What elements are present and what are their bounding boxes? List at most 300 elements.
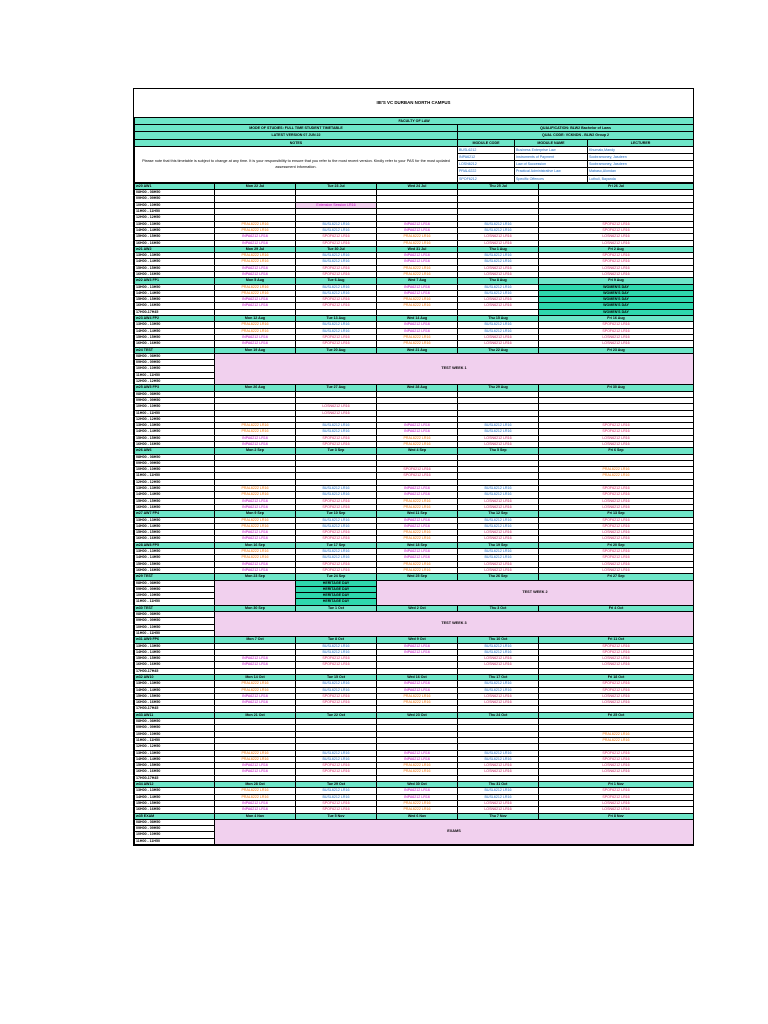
module-code: INPA6212 bbox=[458, 154, 515, 161]
module-code: PRAL6222 bbox=[458, 168, 515, 175]
class-cell: PRAL6222 LR16 bbox=[215, 756, 296, 762]
class-cell: SPOF6212 LR16 bbox=[539, 555, 694, 561]
time-slot: 13H00 - 13H50 bbox=[135, 322, 215, 328]
class-cell: INPA6212 LR16 bbox=[215, 763, 296, 769]
module-row bbox=[135, 146, 694, 153]
class-cell: BUSL6212 LR16 bbox=[458, 221, 539, 227]
class-cell: LOSN6212 LR16 bbox=[539, 498, 694, 504]
day-header: Wed 23 Oct bbox=[377, 712, 458, 718]
class-cell: LOSN6212 LR16 bbox=[458, 240, 539, 246]
class-cell: BUSL6212 LR16 bbox=[296, 750, 377, 756]
time-slot: 15H00 - 15H50 bbox=[135, 265, 215, 271]
day-header: Thu 26 Sep bbox=[458, 574, 539, 580]
class-cell: BUSL6212 LR16 bbox=[296, 649, 377, 655]
class-cell: LOSN6212 LR16 bbox=[458, 498, 539, 504]
class-cell: INPA6212 LR16 bbox=[215, 303, 296, 309]
time-slot: 14H00 - 14H50 bbox=[135, 429, 215, 435]
day-header: Thu 1 Aug bbox=[458, 246, 539, 252]
class-cell: SPOF6212 LR16 bbox=[296, 265, 377, 271]
class-cell: PRAL6222 LR16 bbox=[215, 788, 296, 794]
time-slot: 10H00 - 10H50 bbox=[135, 624, 215, 630]
time-row bbox=[135, 353, 694, 359]
time-slot: 15H00 - 15H50 bbox=[135, 234, 215, 240]
class-cell: INPA6212 LR16 bbox=[377, 284, 458, 290]
class-cell: SPOF6212 LR16 bbox=[296, 297, 377, 303]
class-cell: SPOF6212 LR16 bbox=[539, 429, 694, 435]
day-header: Tue 29 Oct bbox=[296, 782, 377, 788]
module-name: Specific Offences bbox=[515, 175, 588, 182]
class-cell: SPOF6212 LR16 bbox=[539, 486, 694, 492]
time-slot: 15H00 - 15H50 bbox=[135, 498, 215, 504]
day-header: Mon 5 Aug bbox=[215, 278, 296, 284]
class-cell: PRAL6222 LR16 bbox=[215, 486, 296, 492]
class-cell: SPOF6212 LR16 bbox=[539, 643, 694, 649]
time-slot: 08H00 - 08H50 bbox=[135, 391, 215, 397]
class-cell: PRAL6222 LR16 bbox=[215, 492, 296, 498]
week-label: w22 AW3 FP1 bbox=[135, 278, 215, 284]
class-cell: WOMEN'S DAY bbox=[539, 303, 694, 309]
class-cell: PRAL6222 LR16 bbox=[377, 435, 458, 441]
week-label: w29 TEST bbox=[135, 574, 215, 580]
day-header: Tue 3 Sep bbox=[296, 448, 377, 454]
class-cell: PRAL6222 LR16 bbox=[377, 807, 458, 813]
class-cell: BUSL6212 LR16 bbox=[458, 423, 539, 429]
day-header: Tue 15 Oct bbox=[296, 674, 377, 680]
class-cell: INPA6212 LR16 bbox=[215, 769, 296, 775]
time-row bbox=[135, 612, 694, 618]
day-header: Tue 13 Aug bbox=[296, 316, 377, 322]
class-cell: SPOF6212 LR16 bbox=[539, 750, 694, 756]
class-cell: SPOF6212 LR16 bbox=[296, 442, 377, 448]
day-header: Fri 26 Jul bbox=[539, 183, 694, 189]
class-cell: LOSN6212 LR16 bbox=[458, 656, 539, 662]
time-slot: 16H00 - 16H50 bbox=[135, 303, 215, 309]
time-slot: 11H00 - 11H50 bbox=[135, 473, 215, 479]
class-cell: PRAL6222 LR16 bbox=[215, 794, 296, 800]
class-cell: BUSL6212 LR16 bbox=[458, 643, 539, 649]
class-cell: SPOF6212 LR16 bbox=[296, 536, 377, 542]
class-cell: PRAL6222 LR16 bbox=[377, 567, 458, 573]
time-slot: 16H00 - 16H50 bbox=[135, 769, 215, 775]
class-cell: PRAL6222 LR16 bbox=[377, 303, 458, 309]
module-name: Business Enterprise Law bbox=[515, 146, 588, 153]
class-cell: LOSN6212 LR16 bbox=[458, 504, 539, 510]
class-cell: LOSN6212 LR16 bbox=[539, 769, 694, 775]
class-cell: LOSN6212 LR16 bbox=[458, 536, 539, 542]
class-cell: SPOF6212 LR16 bbox=[377, 467, 458, 473]
class-cell: LOSN6212 LR16 bbox=[458, 341, 539, 347]
timetable-sheet bbox=[133, 88, 694, 846]
day-header: Fri 20 Sep bbox=[539, 542, 694, 548]
day-header: Tue 6 Aug bbox=[296, 278, 377, 284]
time-slot: 14H00 - 14H50 bbox=[135, 259, 215, 265]
module-lecturer: Luthuli, Bayanda bbox=[588, 175, 694, 182]
class-cell: BUSL6212 LR16 bbox=[296, 549, 377, 555]
class-cell: LOSN6212 LR16 bbox=[539, 656, 694, 662]
class-cell: PRAL6222 LR16 bbox=[215, 681, 296, 687]
day-header: Mon 12 Aug bbox=[215, 316, 296, 322]
time-slot: 08H00 - 08H50 bbox=[135, 719, 215, 725]
day-header: Fri 8 Nov bbox=[539, 813, 694, 819]
time-slot: 10H00 - 10H50 bbox=[135, 202, 215, 208]
week-label: w21 AW2 bbox=[135, 246, 215, 252]
class-cell: BUSL6212 LR16 bbox=[458, 429, 539, 435]
class-cell: PRAL6222 LR16 bbox=[215, 517, 296, 523]
time-slot: 16H00 - 16H50 bbox=[135, 807, 215, 813]
class-cell: PRAL6222 LR16 bbox=[377, 561, 458, 567]
class-cell: BUSL6212 LR16 bbox=[296, 423, 377, 429]
class-cell: PRAL6222 LR16 bbox=[215, 221, 296, 227]
class-cell: BUSL6212 LR16 bbox=[296, 290, 377, 296]
class-cell: LOSN6212 LR16 bbox=[458, 700, 539, 706]
class-cell: BUSL6212 LR16 bbox=[296, 555, 377, 561]
class-cell: LOSN6212 LR16 bbox=[458, 567, 539, 573]
time-slot: 09H00 - 09H50 bbox=[135, 618, 215, 624]
time-slot: 13H00 - 13H50 bbox=[135, 253, 215, 259]
time-slot: 13H00 - 13H50 bbox=[135, 486, 215, 492]
time-slot: 13H00 - 13H50 bbox=[135, 221, 215, 227]
class-cell: SPOF6212 LR16 bbox=[296, 435, 377, 441]
class-cell: INPA6212 LR16 bbox=[215, 234, 296, 240]
time-slot: 15H00 - 15H50 bbox=[135, 800, 215, 806]
class-cell: SPOF6212 LR16 bbox=[296, 530, 377, 536]
class-cell: INPA6212 LR16 bbox=[215, 442, 296, 448]
notes-text: Please note that this timetable is subject to change at any time. It is your responsibility to ensure that you refer to the most recent version. Kindly refer to your PAS for the most updated assessment information. bbox=[135, 146, 458, 182]
class-cell: BUSL6212 LR16 bbox=[458, 555, 539, 561]
time-slot: 08H00 - 08H50 bbox=[135, 819, 215, 825]
class-cell: BUSL6212 LR16 bbox=[458, 649, 539, 655]
day-header: Mon 7 Oct bbox=[215, 637, 296, 643]
latest-version: LATEST VERSION 07 JUN 22 bbox=[135, 132, 458, 139]
class-cell: BUSL6212 LR16 bbox=[458, 687, 539, 693]
time-slot: 16H00 - 16H50 bbox=[135, 504, 215, 510]
day-header: Wed 9 Oct bbox=[377, 637, 458, 643]
time-slot: 13H00 - 13H50 bbox=[135, 681, 215, 687]
time-slot: 16H00 - 16H50 bbox=[135, 341, 215, 347]
class-cell: SPOF6212 LR16 bbox=[539, 756, 694, 762]
class-cell: LOSN6212 LR16 bbox=[458, 800, 539, 806]
class-cell: PRAL6222 LR16 bbox=[377, 341, 458, 347]
class-cell: INPA6212 LR16 bbox=[377, 549, 458, 555]
day-header: Wed 2 Oct bbox=[377, 605, 458, 611]
time-slot: 08H00 - 08H50 bbox=[135, 612, 215, 618]
class-cell: PRAL6222 LR16 bbox=[377, 240, 458, 246]
class-cell: LOSN6212 LR16 bbox=[539, 807, 694, 813]
class-cell: LOSN6212 LR16 bbox=[539, 334, 694, 340]
class-cell: BUSL6212 LR16 bbox=[458, 486, 539, 492]
class-cell: SPOF6212 LR16 bbox=[296, 271, 377, 277]
time-slot: 14H00 - 14H50 bbox=[135, 328, 215, 334]
class-cell: INPA6212 LR16 bbox=[215, 271, 296, 277]
class-cell: WOMEN'S DAY bbox=[539, 297, 694, 303]
class-cell: BUSL6212 LR16 bbox=[296, 794, 377, 800]
day-header: Wed 25 Sep bbox=[377, 574, 458, 580]
class-cell: BUSL6212 LR16 bbox=[458, 227, 539, 233]
class-cell: BUSL6212 LR16 bbox=[296, 523, 377, 529]
class-cell: LOSN6212 LR16 bbox=[539, 536, 694, 542]
class-cell: PRAL6222 LR16 bbox=[377, 271, 458, 277]
time-slot: 12H00 - 12H50 bbox=[135, 416, 215, 422]
class-cell: INPA6212 LR16 bbox=[377, 643, 458, 649]
class-cell: PRAL6222 LR16 bbox=[215, 227, 296, 233]
day-header: Fri 25 Oct bbox=[539, 712, 694, 718]
day-header: Thu 15 Aug bbox=[458, 316, 539, 322]
day-header: Mon 19 Aug bbox=[215, 347, 296, 353]
day-header: Wed 4 Sep bbox=[377, 448, 458, 454]
class-cell: SPOF6212 LR16 bbox=[296, 763, 377, 769]
time-slot: 14H00 - 14H50 bbox=[135, 555, 215, 561]
class-cell: PRAL6222 LR16 bbox=[377, 265, 458, 271]
class-cell: SPOF6212 LR16 bbox=[539, 687, 694, 693]
class-cell: INPA6212 LR16 bbox=[377, 523, 458, 529]
time-slot: 17H00-17H45 bbox=[135, 668, 215, 674]
day-header: Fri 11 Oct bbox=[539, 637, 694, 643]
time-slot: 11H00 - 11H50 bbox=[135, 737, 215, 743]
time-slot: 09H00 - 09H50 bbox=[135, 725, 215, 731]
class-cell: INPA6212 LR16 bbox=[377, 794, 458, 800]
week-banner: EXAMS bbox=[215, 819, 694, 844]
day-header: Fri 23 Aug bbox=[539, 347, 694, 353]
class-cell: INPA6212 LR16 bbox=[215, 240, 296, 246]
module-name: Instruments of Payment bbox=[515, 154, 588, 161]
day-header: Tue 27 Aug bbox=[296, 385, 377, 391]
time-slot: 13H00 - 13H50 bbox=[135, 284, 215, 290]
week-label: w24 TEST bbox=[135, 347, 215, 353]
day-header: Tue 24 Sep bbox=[296, 574, 377, 580]
day-header: Thu 31 Oct bbox=[458, 782, 539, 788]
day-header: Wed 7 Aug bbox=[377, 278, 458, 284]
day-header: Mon 28 Oct bbox=[215, 782, 296, 788]
time-slot: 09H00 - 09H50 bbox=[135, 826, 215, 832]
class-cell: LOSN6212 LR16 bbox=[539, 234, 694, 240]
day-header: Tue 23 Jul bbox=[296, 183, 377, 189]
week-label: w28 AW8 FP5 bbox=[135, 542, 215, 548]
class-cell: SPOF6212 LR16 bbox=[296, 561, 377, 567]
class-cell: BUSL6212 LR16 bbox=[458, 328, 539, 334]
class-cell: WOMEN'S DAY bbox=[539, 309, 694, 315]
class-cell: LOSN6212 LR16 bbox=[458, 297, 539, 303]
class-cell: INPA6212 LR16 bbox=[215, 561, 296, 567]
day-header: Fri 27 Sep bbox=[539, 574, 694, 580]
time-slot: 14H00 - 14H50 bbox=[135, 649, 215, 655]
class-cell: SPOF6212 LR16 bbox=[539, 221, 694, 227]
day-header: Thu 22 Aug bbox=[458, 347, 539, 353]
class-cell: SPOF6212 LR16 bbox=[296, 567, 377, 573]
class-cell: SPOF6212 LR16 bbox=[296, 656, 377, 662]
class-cell: LOSN6212 LR16 bbox=[296, 410, 377, 416]
mode-of-studies: MODE OF STUDIES: FULL TIME STUDENT TIMETABLE bbox=[135, 125, 458, 132]
week-label: w23 AW4 FP2 bbox=[135, 316, 215, 322]
class-cell: PRAL6222 LR16 bbox=[377, 234, 458, 240]
time-slot: 08H00 - 08H50 bbox=[135, 190, 215, 196]
day-header: Fri 13 Sep bbox=[539, 511, 694, 517]
time-slot: 11H00 - 11H50 bbox=[135, 599, 215, 605]
class-cell: SPOF6212 LR16 bbox=[296, 341, 377, 347]
class-cell: SPOF6212 LR16 bbox=[539, 328, 694, 334]
class-cell: BUSL6212 LR16 bbox=[296, 429, 377, 435]
time-slot: 16H00 - 16H50 bbox=[135, 567, 215, 573]
day-header: Mon 2 Sep bbox=[215, 448, 296, 454]
day-header: Thu 3 Oct bbox=[458, 605, 539, 611]
class-cell: PRAL6222 LR16 bbox=[539, 731, 694, 737]
class-cell: SPOF6212 LR16 bbox=[539, 649, 694, 655]
day-header: Mon 16 Sep bbox=[215, 542, 296, 548]
week-banner: TEST WEEK 2 bbox=[377, 580, 694, 605]
class-cell: INPA6212 LR16 bbox=[377, 328, 458, 334]
class-cell: SPOF6212 LR16 bbox=[296, 498, 377, 504]
class-cell: INPA6212 LR16 bbox=[377, 423, 458, 429]
time-slot: 13H00 - 13H50 bbox=[135, 517, 215, 523]
time-slot: 16H00 - 16H50 bbox=[135, 442, 215, 448]
class-cell: WOMEN'S DAY bbox=[539, 284, 694, 290]
week-banner: TEST WEEK 1 bbox=[215, 353, 694, 384]
class-cell: PRAL6222 LR16 bbox=[539, 473, 694, 479]
module-lecturer: Khumalo,Mandy bbox=[588, 146, 694, 153]
class-cell: LOSN6212 LR16 bbox=[296, 404, 377, 410]
class-cell: INPA6212 LR16 bbox=[215, 536, 296, 542]
class-cell: INPA6212 LR16 bbox=[377, 322, 458, 328]
class-cell: LOSN6212 LR16 bbox=[458, 435, 539, 441]
class-cell: SPOF6212 LR16 bbox=[296, 693, 377, 699]
class-cell: INPA6212 LR16 bbox=[377, 221, 458, 227]
class-cell: SPOF6212 LR16 bbox=[539, 253, 694, 259]
module-name: Law of Succession bbox=[515, 161, 588, 168]
class-cell: INPA6212 LR16 bbox=[215, 656, 296, 662]
time-slot: 15H00 - 15H50 bbox=[135, 334, 215, 340]
class-cell: BUSL6212 LR16 bbox=[458, 756, 539, 762]
day-header: Tue 5 Nov bbox=[296, 813, 377, 819]
class-cell: BUSL6212 LR16 bbox=[458, 788, 539, 794]
day-header: Fri 4 Oct bbox=[539, 605, 694, 611]
class-cell: SPOF6212 LR16 bbox=[539, 423, 694, 429]
day-header: Wed 18 Sep bbox=[377, 542, 458, 548]
time-slot: 17H00-17H45 bbox=[135, 706, 215, 712]
class-cell: BUSL6212 LR16 bbox=[458, 290, 539, 296]
week-label: w27 AW7 FP4 bbox=[135, 511, 215, 517]
class-cell: LOSN6212 LR16 bbox=[539, 442, 694, 448]
class-cell: INPA6212 LR16 bbox=[377, 492, 458, 498]
day-header: Wed 24 Jul bbox=[377, 183, 458, 189]
day-header: Thu 25 Jul bbox=[458, 183, 539, 189]
class-cell: BUSL6212 LR16 bbox=[458, 549, 539, 555]
class-cell: LOSN6212 LR16 bbox=[458, 303, 539, 309]
class-cell: INPA6212 LR16 bbox=[215, 297, 296, 303]
time-slot: 16H00 - 16H50 bbox=[135, 271, 215, 277]
class-cell: LOSN6212 LR16 bbox=[539, 504, 694, 510]
class-cell: INPA6212 LR16 bbox=[215, 341, 296, 347]
module-lecturer: Mabaso,Alondan bbox=[588, 168, 694, 175]
day-header: Mon 29 Jul bbox=[215, 246, 296, 252]
time-row bbox=[135, 580, 694, 586]
day-header: Mon 30 Sep bbox=[215, 605, 296, 611]
class-cell: BUSL6212 LR16 bbox=[296, 227, 377, 233]
time-slot: 15H00 - 15H50 bbox=[135, 763, 215, 769]
class-cell: INPA6212 LR16 bbox=[377, 750, 458, 756]
time-slot: 14H00 - 14H50 bbox=[135, 290, 215, 296]
time-slot: 16H00 - 16H50 bbox=[135, 536, 215, 542]
class-cell: PRAL6222 LR16 bbox=[215, 328, 296, 334]
class-cell: SPOF6212 LR16 bbox=[539, 322, 694, 328]
class-cell: INPA6212 LR16 bbox=[215, 504, 296, 510]
class-cell: LOSN6212 LR16 bbox=[458, 662, 539, 668]
time-slot: 14H00 - 14H50 bbox=[135, 756, 215, 762]
time-slot: 10H00 - 10H50 bbox=[135, 404, 215, 410]
week-label: w25 AW5 FP3 bbox=[135, 385, 215, 391]
class-cell: SPOF6212 LR16 bbox=[296, 303, 377, 309]
class-cell: BUSL6212 LR16 bbox=[458, 794, 539, 800]
class-cell: Extension Session LR16 bbox=[296, 202, 377, 208]
class-cell: PRAL6222 LR16 bbox=[377, 700, 458, 706]
day-header: Tue 20 Aug bbox=[296, 347, 377, 353]
class-cell: INPA6212 LR16 bbox=[215, 567, 296, 573]
day-header: Thu 19 Sep bbox=[458, 542, 539, 548]
class-cell: BUSL6212 LR16 bbox=[458, 253, 539, 259]
module-code: SPOF6212 bbox=[458, 175, 515, 182]
day-header: Mon 22 Jul bbox=[215, 183, 296, 189]
class-cell: INPA6212 LR16 bbox=[215, 334, 296, 340]
time-slot: 11H00 - 11H50 bbox=[135, 630, 215, 636]
day-header: Tue 10 Sep bbox=[296, 511, 377, 517]
class-cell: INPA6212 LR16 bbox=[377, 259, 458, 265]
class-cell: PRAL6222 LR16 bbox=[539, 737, 694, 743]
class-cell: BUSL6212 LR16 bbox=[296, 328, 377, 334]
day-header: Wed 11 Sep bbox=[377, 511, 458, 517]
day-header: Fri 1 Nov bbox=[539, 782, 694, 788]
day-header: Thu 8 Aug bbox=[458, 278, 539, 284]
class-cell: BUSL6212 LR16 bbox=[296, 756, 377, 762]
day-header: Tue 17 Sep bbox=[296, 542, 377, 548]
class-cell: PRAL6222 LR16 bbox=[377, 763, 458, 769]
day-header: Fri 9 Aug bbox=[539, 278, 694, 284]
time-slot: 13H00 - 13H50 bbox=[135, 788, 215, 794]
day-header: Thu 10 Oct bbox=[458, 637, 539, 643]
qual-code: QUAL CODE: VCKNDN - BLW2 Group 2 bbox=[458, 132, 694, 139]
holiday-cell: HERITAGE DAY bbox=[296, 580, 377, 586]
class-cell: INPA6212 LR16 bbox=[215, 265, 296, 271]
class-cell: LOSN6212 LR16 bbox=[458, 530, 539, 536]
class-cell: PRAL6222 LR16 bbox=[215, 259, 296, 265]
class-cell: PRAL6222 LR16 bbox=[215, 284, 296, 290]
holiday-cell: HERITAGE DAY bbox=[296, 593, 377, 599]
class-cell: SPOF6212 LR16 bbox=[296, 769, 377, 775]
class-cell: PRAL6222 LR16 bbox=[215, 555, 296, 561]
class-cell: SPOF6212 LR16 bbox=[539, 517, 694, 523]
qualification: QUALIFICATION: BLW2 Bachelor of Laws bbox=[458, 125, 694, 132]
week-label: w20 AW1 bbox=[135, 183, 215, 189]
class-cell: PRAL6222 LR16 bbox=[377, 536, 458, 542]
faculty-title: FACULTY OF LAW bbox=[135, 118, 694, 125]
day-header: Mon 4 Nov bbox=[215, 813, 296, 819]
time-slot: 10H00 - 10H50 bbox=[135, 467, 215, 473]
class-cell: BUSL6212 LR16 bbox=[296, 517, 377, 523]
module-lecturer: Soobramoney, Jasdeen bbox=[588, 161, 694, 168]
class-cell: BUSL6212 LR16 bbox=[458, 322, 539, 328]
day-header: Mon 26 Aug bbox=[215, 385, 296, 391]
class-cell: BUSL6212 LR16 bbox=[296, 492, 377, 498]
notes-label: NOTES bbox=[135, 139, 458, 146]
time-slot: 11H00 - 11H50 bbox=[135, 838, 215, 844]
timetable-header bbox=[134, 117, 694, 183]
time-slot: 09H00 - 09H50 bbox=[135, 586, 215, 592]
day-header: Thu 12 Sep bbox=[458, 511, 539, 517]
time-slot: 14H00 - 14H50 bbox=[135, 794, 215, 800]
class-cell: PRAL6222 LR16 bbox=[377, 693, 458, 699]
day-header: Mon 21 Oct bbox=[215, 712, 296, 718]
class-cell: LOSN6212 LR16 bbox=[458, 334, 539, 340]
class-cell: LOSN6212 LR16 bbox=[458, 769, 539, 775]
time-slot: 17H00-17H45 bbox=[135, 775, 215, 781]
day-header: Thu 24 Oct bbox=[458, 712, 539, 718]
